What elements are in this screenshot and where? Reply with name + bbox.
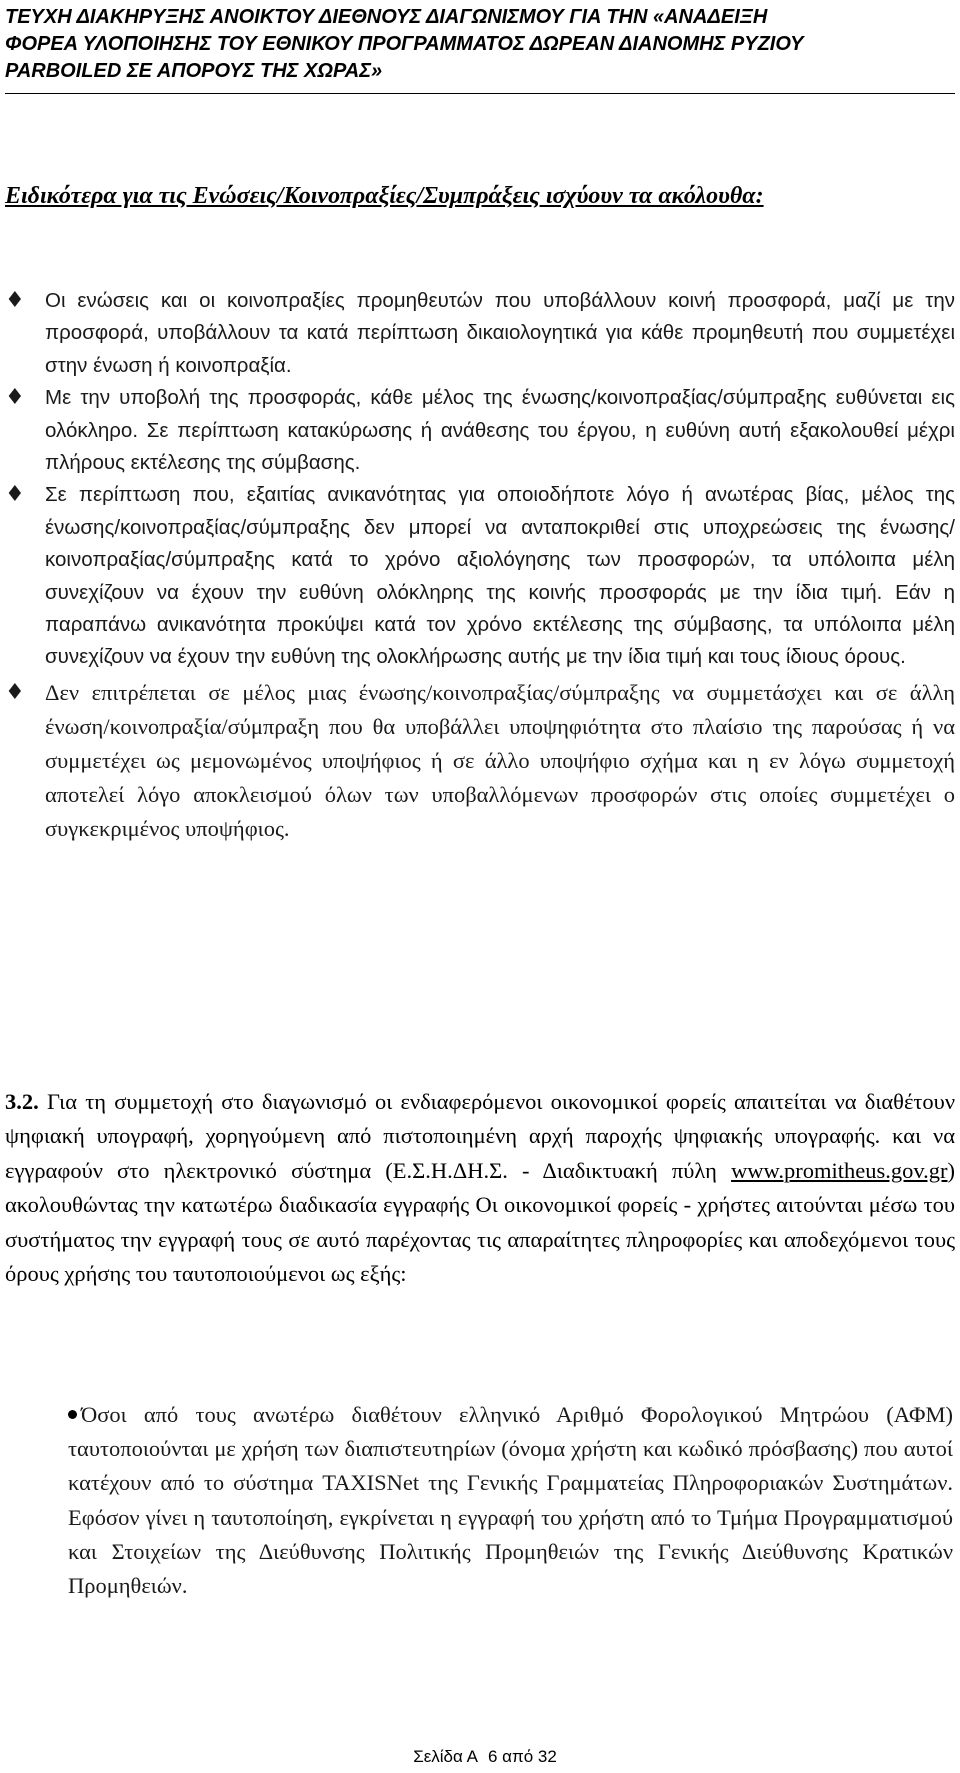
list-item xyxy=(5,676,955,846)
page-number: 6 από 32 xyxy=(487,1747,557,1766)
list-item-text: Με την υποβολή της προσφοράς, κάθε μέλος της ένωσης/κοινοπραξίας/σύμπραξης ευθύνεται εις ολόκληρο. Σε περίπτωση κατακύρωσης ή ανάθεσης του έργου, η ευθύνη αυτή εξακολουθεί μέχρι πλήρους εκτέλεσης της σύμβασης. xyxy=(45,386,955,475)
paragraph-number: 3.2. xyxy=(5,1089,39,1114)
diamond-bullet-icon: ♦ xyxy=(5,679,25,705)
list-item-text: Οι ενώσεις και οι κοινοπραξίες προμηθευτών που υποβάλλουν κοινή προσφορά, μαζί με την προσφορά, υποβάλλουν τα κατά περίπτωση δικαιολογητικά για κάθε προμηθευτή που συμμετέχει στην ένωση ή κοινοπραξία. xyxy=(45,289,955,377)
promitheus-link[interactable]: www.promitheus.gov.gr xyxy=(731,1157,948,1183)
list-item-text: Σε περίπτωση που, εξαιτίας ανικανότητας για οποιοδήποτε λόγο ή ανωτέρας βίας, μέλος της ένωσης/κοινοπραξίας/σύμπραξης δεν μπορεί να ανταποκριθεί στις υποχρεώσεις της ένωσης/κοινοπραξίας/σύμπραξης κατά το χρόνο αξιολόγησης των προσφορών, τα υπόλοιπα μέλη συνεχίζουν να έχουν την ευθύνη ολόκληρης της κοινής προσφοράς με την ίδια τιμή. Εάν η παραπάνω ανικανότητα προκύψει κατά τον χρόνο εκτέλεσης της σύμβασης, τα υπόλοιπα μέλη συνεχίζουν να έχουν την ευθύνη της ολοκλήρωσης αυτής με την ίδια τιμή και τους ίδιους όρους. xyxy=(45,483,955,669)
header-line-2: ΦΟΡΕΑ ΥΛΟΠΟΙΗΣΗΣ ΤΟΥ ΕΘΝΙΚΟΥ ΠΡΟΓΡΑΜΜΑΤΟΣ ΔΩΡΕΑΝ ΔΙΑΝΟΜΗΣ ΡΥΖΙΟΥ xyxy=(5,33,804,55)
header-line-3: PARBOILED ΣΕ ΑΠΟΡΟΥΣ ΤΗΣ ΧΩΡΑΣ» xyxy=(5,60,383,82)
list-item xyxy=(5,285,955,382)
list-item xyxy=(5,479,955,673)
document-header xyxy=(5,4,955,94)
paragraph-text-after-link: ) ακολουθώντας την κατωτέρω διαδικασία εγγραφής Οι οικονομικοί φορείς - χρήστες αιτούνται μέσω του συστήματος την εγγραφή τους σε αυτό παρέχοντας τις απαραίτητες πληροφορίες και αποδεχόμενοι τους όρους χρήσης του ταυτοποιούμενοι ως εξής: xyxy=(5,1157,955,1287)
diamond-bullet-icon: ♦ xyxy=(5,288,25,313)
diamond-bullet-icon: ♦ xyxy=(5,385,25,411)
page-footer xyxy=(0,1747,960,1767)
sub-bullet-item xyxy=(68,1398,953,1603)
header-line-1: ΤΕΥΧΗ ΔΙΑΚΗΡΥΞΗΣ ΑΝΟΙΚΤΟΥ ΔΙΕΘΝΟΥΣ ΔΙΑΓΩΝΙΣΜΟΥ ΓΙΑ ΤΗΝ «ΑΝΑΔΕΙΞΗ xyxy=(5,6,768,28)
paragraph-3-2 xyxy=(5,1085,955,1291)
list-item xyxy=(5,382,955,479)
footer-label: Σελίδα Α xyxy=(413,1747,478,1766)
diamond-bullet-icon: ♦ xyxy=(5,482,25,508)
list-item-text: Δεν επιτρέπεται σε μέλος μιας ένωσης/κοινοπραξίας/σύμπραξης να συμμετάσχει και σε άλλη ένωση/κοινοπραξία/σύμπραξη που θα υποβάλλει υποψηφιότητα στο πλαίσιο της παρούσας ή να συμμετέχει ως μεμονωμένος υποψήφιος ή σε άλλο υποψήφιο σχήμα και η εν λόγω συμμετοχή αποτελεί λόγο αποκλεισμού όλων των υποβαλλόμενων προσφορών στις οποίες συμμετέχει ο συγκεκριμένος υποψήφιος. xyxy=(45,679,955,841)
paragraph-text-before-link: Για τη συμμετοχή στο διαγωνισμό οι ενδιαφερόμενοι οικονομικοί φορείς απαιτείται να διαθέτουν ψηφιακή υπογραφή, χορηγούμενη από πιστοποιημένη αρχή παροχής ψηφιακής υπογραφής. και να εγγραφούν στο ηλεκτρονικό σύστημα (Ε.Σ.Η.ΔΗ.Σ. - Διαδικτυακή πύλη xyxy=(5,1089,955,1183)
section-title: Ειδικότερα για τις Ενώσεις/Κοινοπραξίες/Συμπράξεις ισχύουν τα ακόλουθα: xyxy=(5,183,764,209)
sub-bullet-text: Όσοι από τους ανωτέρω διαθέτουν ελληνικό Αριθμό Φορολογικού Μητρώου (ΑΦΜ) ταυτοποιούνται με χρήση των διαπιστευτηρίων (όνομα χρήστη και κωδικό πρόσβασης) που αυτοί κατέχουν από το σύστημα TAXISNet της Γενικής Γραμματείας Πληροφοριακών Συστημάτων. Εφόσον γίνει η ταυτοποίηση, εγκρίνεται η εγγραφή του χρήστη από το Τμήμα Προγραμματισμού και Στοιχείων της Διεύθυνσης Πολιτικής Προμηθειών της Γενικής Διεύθυνσης Κρατικών Προμηθειών. xyxy=(68,1402,953,1599)
bullet-list xyxy=(5,285,955,846)
round-bullet-icon xyxy=(68,1410,77,1419)
